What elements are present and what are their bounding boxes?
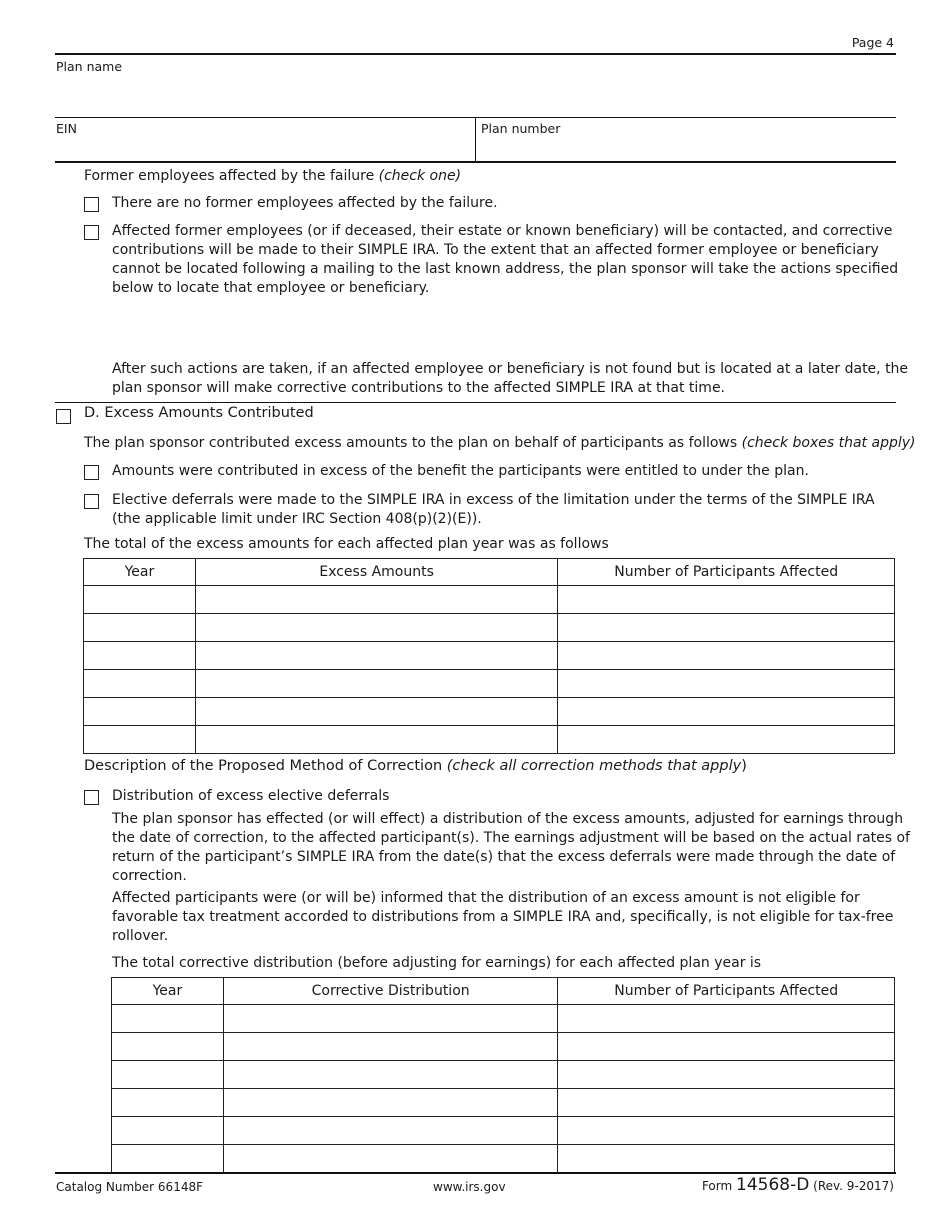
section-d-checkbox[interactable] bbox=[56, 409, 71, 424]
excess-amount-cell[interactable] bbox=[196, 698, 558, 725]
para1-line: correction. bbox=[112, 868, 187, 884]
no-former-employees-checkbox[interactable] bbox=[84, 197, 99, 212]
header-vdivider bbox=[475, 117, 476, 162]
former-employees-heading-note: (check one) bbox=[378, 168, 462, 184]
excess-benefit-checkbox[interactable] bbox=[84, 465, 99, 480]
ein-field[interactable] bbox=[56, 140, 474, 162]
participants-cell[interactable] bbox=[558, 1033, 894, 1060]
after-line: After such actions are taken, if an affected employee or beneficiary is not found but is located at a later date, the bbox=[112, 361, 909, 377]
corrective-distribution-cell[interactable] bbox=[224, 1089, 558, 1116]
participants-cell[interactable] bbox=[558, 698, 894, 725]
participants-cell[interactable] bbox=[558, 726, 894, 753]
page-number: Page 4 bbox=[851, 35, 894, 50]
header-bottom-rule bbox=[55, 161, 896, 163]
section-d-rule bbox=[55, 402, 896, 403]
plan-number-field[interactable] bbox=[481, 140, 895, 162]
table-row bbox=[84, 614, 895, 642]
section-d-intro-text: The plan sponsor contributed excess amounts to the plan on behalf of participants as follows bbox=[84, 435, 738, 451]
locate-actions-field[interactable] bbox=[112, 300, 891, 359]
participants-affected-header: Number of Participants Affected bbox=[558, 978, 895, 1005]
deferrals-line: Elective deferrals were made to the SIMPLE IRA in excess of the limitation under the terms of the SIMPLE IRA bbox=[112, 492, 875, 508]
section-d-intro bbox=[84, 434, 916, 453]
table-row bbox=[112, 1117, 895, 1145]
table-header-row bbox=[112, 978, 895, 1005]
year-cell[interactable] bbox=[84, 586, 195, 613]
catalog-number: Catalog Number 66148F bbox=[56, 1180, 203, 1194]
table-header-row bbox=[84, 559, 895, 586]
para2-line: favorable tax treatment accorded to distributions from a SIMPLE IRA and, specifically, is not eligible for tax-free bbox=[112, 909, 894, 925]
form-number: 14568-D bbox=[736, 1175, 810, 1195]
ein-label: EIN bbox=[56, 121, 77, 136]
excess-deferrals-text bbox=[112, 491, 875, 529]
table-row bbox=[112, 1005, 895, 1033]
website: www.irs.gov bbox=[433, 1180, 506, 1194]
section-d-title: D. Excess Amounts Contributed bbox=[84, 405, 314, 421]
excess-amounts-header: Excess Amounts bbox=[195, 559, 558, 586]
year-cell[interactable] bbox=[112, 1005, 223, 1032]
participants-cell[interactable] bbox=[558, 642, 894, 669]
former-employees-heading-text: Former employees affected by the failure bbox=[84, 168, 375, 184]
participants-cell[interactable] bbox=[558, 670, 894, 697]
table-row bbox=[84, 726, 895, 754]
excess-benefit-label: Amounts were contributed in excess of the benefit the participants were entitled to under the plan. bbox=[112, 463, 809, 479]
option2-line: contributions will be made to their SIMPLE IRA. To the extent that an affected former employee or beneficiary bbox=[112, 242, 879, 258]
excess-table-intro: The total of the excess amounts for each affected plan year was as follows bbox=[84, 536, 609, 552]
table-row bbox=[84, 698, 895, 726]
section-d-intro-note: (check boxes that apply) bbox=[741, 435, 916, 451]
excess-amount-cell[interactable] bbox=[196, 586, 558, 613]
distribution-para2 bbox=[112, 889, 893, 946]
excess-amounts-table bbox=[83, 558, 895, 754]
corrective-distribution-cell[interactable] bbox=[224, 1061, 558, 1088]
table-row bbox=[112, 1033, 895, 1061]
corrective-distribution-cell[interactable] bbox=[224, 1145, 558, 1172]
participants-cell[interactable] bbox=[558, 1005, 894, 1032]
corrective-distribution-cell[interactable] bbox=[224, 1005, 558, 1032]
excess-amount-cell[interactable] bbox=[196, 614, 558, 641]
correction-heading-note: (check all correction methods that apply bbox=[446, 758, 742, 774]
correction-heading-text: Description of the Proposed Method of Correction bbox=[84, 758, 443, 774]
table-row bbox=[112, 1145, 895, 1173]
correction-heading-close: ) bbox=[741, 758, 747, 774]
year-cell[interactable] bbox=[84, 614, 195, 641]
option2-line: cannot be located following a mailing to the last known address, the plan sponsor will take the actions specified bbox=[112, 261, 899, 277]
year-header: Year bbox=[112, 978, 224, 1005]
participants-cell[interactable] bbox=[558, 1145, 894, 1172]
year-cell[interactable] bbox=[84, 642, 195, 669]
participants-cell[interactable] bbox=[558, 586, 894, 613]
distribution-para1 bbox=[112, 810, 910, 886]
year-cell[interactable] bbox=[112, 1033, 223, 1060]
former-employees-heading bbox=[84, 167, 461, 186]
plan-name-field[interactable] bbox=[56, 80, 896, 116]
top-rule bbox=[55, 53, 896, 55]
corrective-distribution-header: Corrective Distribution bbox=[223, 978, 558, 1005]
excess-amount-cell[interactable] bbox=[196, 642, 558, 669]
table-row bbox=[84, 642, 895, 670]
after-actions-text bbox=[112, 360, 908, 398]
para2-line: rollover. bbox=[112, 928, 169, 944]
participants-cell[interactable] bbox=[558, 1089, 894, 1116]
correction-heading bbox=[84, 758, 747, 774]
para1-line: the date of correction, to the affected participant(s). The earnings adjustment will be based on the actual rates of bbox=[112, 830, 910, 846]
corrective-distribution-cell[interactable] bbox=[224, 1117, 558, 1144]
year-cell[interactable] bbox=[112, 1145, 223, 1172]
form-revision: (Rev. 9-2017) bbox=[813, 1179, 894, 1193]
affected-former-employees-text bbox=[112, 222, 898, 298]
year-cell[interactable] bbox=[112, 1061, 223, 1088]
corrective-distribution-cell[interactable] bbox=[224, 1033, 558, 1060]
plan-number-label: Plan number bbox=[481, 121, 561, 136]
year-cell[interactable] bbox=[112, 1117, 223, 1144]
table-row bbox=[84, 586, 895, 614]
footer-rule bbox=[55, 1172, 896, 1174]
table-row bbox=[84, 670, 895, 698]
participants-cell[interactable] bbox=[558, 1061, 894, 1088]
para2-line: Affected participants were (or will be) informed that the distribution of an excess amount is not eligible for bbox=[112, 890, 860, 906]
corrective-table-intro: The total corrective distribution (before adjusting for earnings) for each affected plan year is bbox=[112, 955, 762, 971]
no-former-employees-label: There are no former employees affected by the failure. bbox=[112, 195, 498, 211]
participants-affected-header: Number of Participants Affected bbox=[558, 559, 895, 586]
excess-amount-cell[interactable] bbox=[196, 670, 558, 697]
excess-amount-cell[interactable] bbox=[196, 726, 558, 753]
form-id bbox=[702, 1175, 894, 1195]
year-cell[interactable] bbox=[84, 726, 195, 753]
corrective-distribution-table bbox=[111, 977, 895, 1173]
distribution-checkbox[interactable] bbox=[84, 790, 99, 805]
participants-cell[interactable] bbox=[558, 614, 894, 641]
participants-cell[interactable] bbox=[558, 1117, 894, 1144]
option2-line: below to locate that employee or beneficiary. bbox=[112, 280, 430, 296]
year-cell[interactable] bbox=[84, 670, 195, 697]
plan-name-label: Plan name bbox=[56, 59, 123, 74]
form-prefix: Form bbox=[701, 1179, 733, 1193]
affected-former-employees-checkbox[interactable] bbox=[84, 225, 99, 240]
deferrals-line: (the applicable limit under IRC Section 408(p)(2)(E)). bbox=[112, 511, 482, 527]
excess-deferrals-checkbox[interactable] bbox=[84, 494, 99, 509]
para1-line: return of the participant’s SIMPLE IRA from the date(s) that the excess deferrals were made through the date of bbox=[112, 849, 896, 865]
year-header: Year bbox=[84, 559, 196, 586]
distribution-label: Distribution of excess elective deferrals bbox=[112, 788, 390, 804]
year-cell[interactable] bbox=[84, 698, 195, 725]
para1-line: The plan sponsor has effected (or will effect) a distribution of the excess amounts, adjusted for earnings through bbox=[112, 811, 904, 827]
year-cell[interactable] bbox=[112, 1089, 223, 1116]
option2-line: Affected former employees (or if deceased, their estate or known beneficiary) will be contacted, and corrective bbox=[112, 223, 893, 239]
table-row bbox=[112, 1089, 895, 1117]
after-line: plan sponsor will make corrective contributions to the affected SIMPLE IRA at that time. bbox=[112, 380, 726, 396]
table-row bbox=[112, 1061, 895, 1089]
